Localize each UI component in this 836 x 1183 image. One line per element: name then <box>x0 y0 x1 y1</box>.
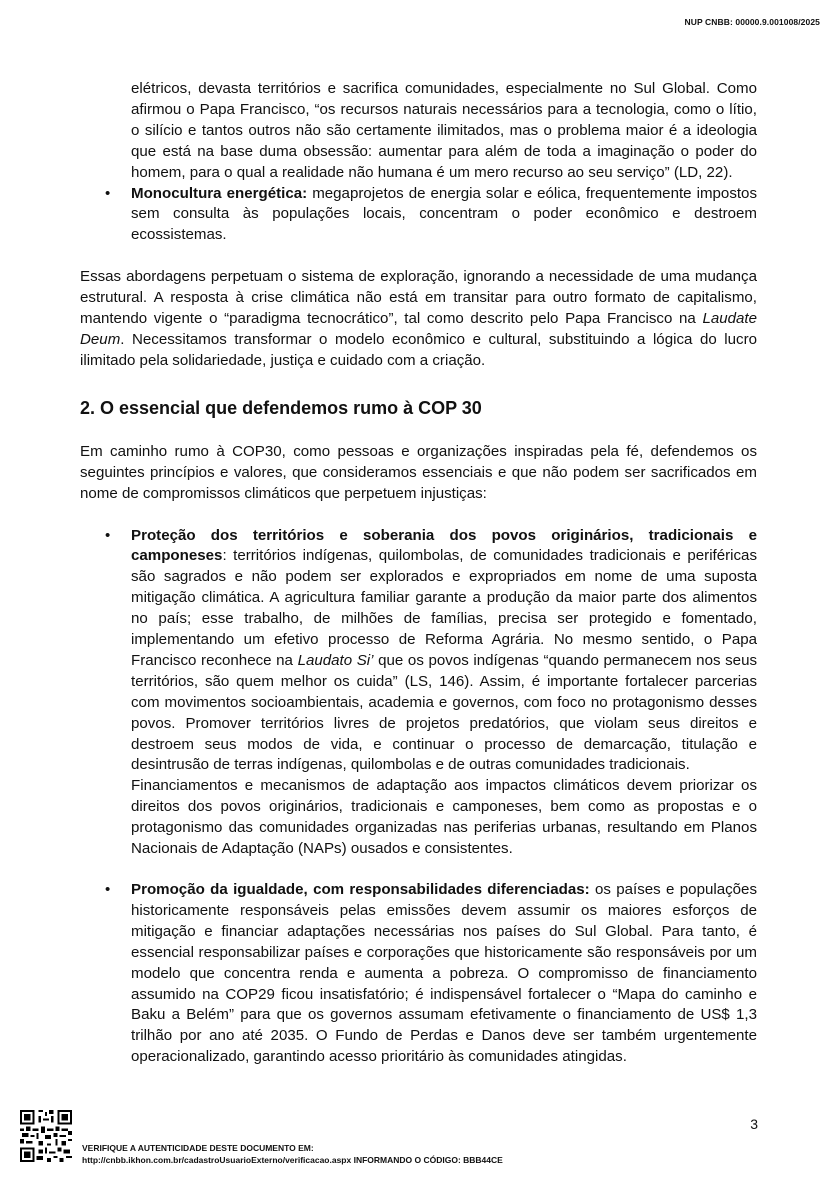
bullet-dot: • <box>105 526 111 544</box>
bullet-text: megaprojetos de energia solar e eólica, frequentemente impostos sem consulta às populações locais, concentram o poder econômico e destroem ecossistemas. <box>131 184 757 244</box>
italic-citation: Laudate Deum <box>80 310 757 348</box>
bullet-text-second-paragraph: Financiamentos e mecanismos de adaptação aos impactos climáticos devem priorizar os direitos dos povos originários, tradicionais e camponeses, bem como as propostas e o protagonismo das comunidades organizadas nas periferias urbanas, resultando em Planos Nacionais de Adaptação (NAPs) ousados e consistentes. <box>131 777 757 858</box>
bullet-text: territórios indígenas, quilombolas, de comunidades tradicionais e periféricas são sagrados e não podem ser explorados e expropriados em nome de uma suposta mitigação climática. A agricultura familiar garante a produção da maior parte dos alimentos no país; esse trabalho, de milhões de famílias, precisa ser protegido e fomentado, implementando um efetivo processo de Reforma Agrária. No mesmo sentido, o Papa Francisco reconhece na <box>131 547 757 669</box>
qr-code-icon[interactable] <box>20 1110 72 1162</box>
intro-paragraph: Em caminho rumo à COP30, como pessoas e organizações inspiradas pela fé, defendemos os seguintes princípios e valores, que consideramos essenciais e que não podem ser sacrificados em nome de compromissos climáticos que perpetuem injustiças: <box>80 442 757 502</box>
bullet-dot: • <box>105 184 111 202</box>
paragraph-text: Essas abordagens perpetuam o sistema de exploração, ignorando a necessidade de uma mudança estrutural. A resposta à crise climática não está em transitar para outro formato de capitalismo, mantendo vigente o “paradigma tecnocrático”, tal como descrito pelo Papa Francisco na <box>80 268 757 328</box>
bullet-title: Monocultura energética: <box>131 184 308 202</box>
italic-citation: Laudato Si’ <box>297 651 374 669</box>
section-heading: 2. O essencial que defendemos rumo à COP 30 <box>80 397 482 418</box>
paragraph-abordagens <box>80 267 757 372</box>
bullet-title: Proteção dos territórios e soberania dos povos originários, tradicionais e camponeses <box>131 526 757 565</box>
document-body <box>80 79 757 1068</box>
bullet-text: que os povos indígenas “quando permanecem nos seus territórios, são quem melhor os cuida” (LS, 146). Assim, é importante fortalecer parcerias com movimentos socioambientais, academia e governos, com foco no protagonismo desses povos. Promover territórios livres de projetos predatórios, que violam seus direitos e destroem seus modos de vida, e continuar o processo de demarcação, titulação e desintrusão de terras indígenas, quilombolas e de outras comunidades tradicionais. <box>131 651 758 774</box>
bullet-text: os países e populações historicamente responsáveis pelas emissões devem assumir os maiores esforços de mitigação e financiar adaptações necessárias nos países do Sul Global. Para tanto, é essencial responsabilizar países e corporações que historicamente são responsáveis por um modelo que concentra renda e aumenta a pobreza. O compromisso de financiamento assumido na COP29 ficou insatisfatório; é indispensável fortalecer o “Mapa do caminho e Baku a Belém” para que os governos assumam efetivamente o financiamento de US$ 1,3 trilhão por ano até 2035. O Fundo de Perdas e Danos deve ser também urgentemente operacionalizado, garantindo acesso prioritário às comunidades atingidas. <box>131 881 757 1066</box>
bullet-list-principios <box>80 526 757 1069</box>
bullet-item-monocultura <box>80 184 757 247</box>
verify-label: VERIFIQUE A AUTENTICIDADE DESTE DOCUMENTO EM: <box>82 1143 314 1153</box>
bullet-list-abordagens <box>80 184 757 247</box>
bullet-item-igualdade <box>80 880 757 1068</box>
page-number: 3 <box>750 1116 758 1132</box>
paragraph-text: . Necessitamos transformar o modelo econômico e cultural, substituindo a lógica do lucro ilimitado pela solidariedade, justiça e cuidado com a criação. <box>80 330 757 369</box>
bullet-item-protecao <box>80 526 757 861</box>
bullet-title: Promoção da igualdade, com responsabilidades diferenciadas: <box>131 881 590 898</box>
continued-bullet-text: elétricos, devasta territórios e sacrifica comunidades, especialmente no Sul Global. Como afirmou o Papa Francisco, “os recursos naturais necessários para a tecnologia, como o lítio, o silício e tantos outros não são certamente ilimitados, mas o problema maior é a ideologia que está na base duma obsessão: aumentar para além de toda a imaginação o poder do homem, para o qual a realidade não humana é um mero recurso ao seu serviço” (LD, 22). <box>131 80 757 181</box>
verify-url[interactable]: http://cnbb.ikhon.com.br/cadastroUsuarioExterno/verificacao.aspx INFORMANDO O CÓDIGO: BBB44CE <box>82 1155 503 1165</box>
bullet-dot: • <box>105 881 111 898</box>
nup-header: NUP CNBB: 00000.9.001008/2025 <box>684 17 820 27</box>
bullet-colon: : <box>222 547 227 565</box>
verification-footer <box>82 1142 503 1166</box>
